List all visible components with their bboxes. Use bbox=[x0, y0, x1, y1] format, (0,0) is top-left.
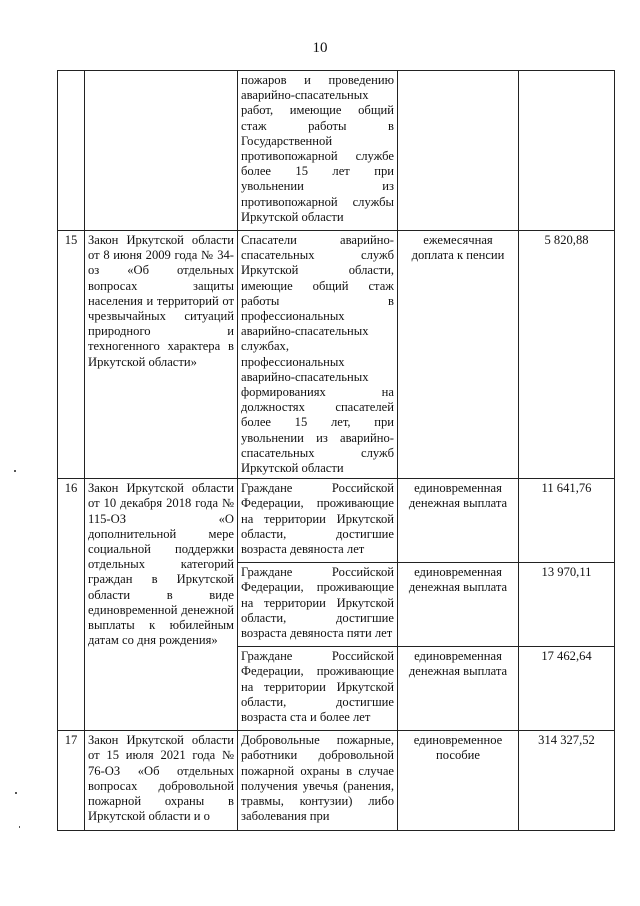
amount-cell bbox=[519, 71, 615, 231]
scan-speck bbox=[14, 470, 16, 472]
row-number: 15 bbox=[58, 231, 85, 479]
table-row bbox=[58, 479, 615, 563]
row-number: 17 bbox=[58, 731, 85, 831]
payment-type-cell: ежемесячная доплата к пенсии bbox=[398, 231, 519, 479]
row-number: 16 bbox=[58, 479, 85, 731]
amount-cell: 11 641,76 bbox=[519, 479, 615, 563]
law-cell: Закон Иркутской области от 8 июня 2009 года № 34-оз «Об отдельных вопросах защиты населения и территорий от чрезвычайных ситуаций природного и техногенного характера в Иркутской области» bbox=[85, 231, 238, 479]
table-row bbox=[58, 231, 615, 479]
payment-type-cell: единовременная денежная выплата bbox=[398, 563, 519, 647]
category-cell: Добровольные пожарные, работники добровольной пожарной охраны в случае получения увечья (ранения, травмы, контузии) либо заболевания при bbox=[238, 731, 398, 831]
payment-type-cell: единовременное пособие bbox=[398, 731, 519, 831]
amount-cell: 314 327,52 bbox=[519, 731, 615, 831]
scan-speck bbox=[15, 792, 17, 794]
payment-type-cell bbox=[398, 71, 519, 231]
amount-cell: 13 970,11 bbox=[519, 563, 615, 647]
row-number bbox=[58, 71, 85, 231]
scan-speck bbox=[19, 826, 20, 828]
payment-type-cell: единовременная денежная выплата bbox=[398, 479, 519, 563]
law-cell: Закон Иркутской области от 10 декабря 2018 года № 115-ОЗ «О дополнительной мере социальной поддержки отдельных категорий граждан в Иркутской области в виде единовременной денежной выплаты к юбилейным датам со дня рождения» bbox=[85, 479, 238, 731]
category-cell: Граждане Российской Федерации, проживающие на территории Иркутской области, достигшие возраста ста и более лет bbox=[238, 647, 398, 731]
category-cell: Граждане Российской Федерации, проживающие на территории Иркутской области, достигшие возраста девяноста лет bbox=[238, 479, 398, 563]
category-cell: Граждане Российской Федерации, проживающие на территории Иркутской области, достигшие возраста девяноста пяти лет bbox=[238, 563, 398, 647]
table-row bbox=[58, 731, 615, 831]
table-row bbox=[58, 71, 615, 231]
amount-cell: 17 462,64 bbox=[519, 647, 615, 731]
amount-cell: 5 820,88 bbox=[519, 231, 615, 479]
category-cell: пожаров и проведению аварийно-спасательных работ, имеющие общий стаж работы в Государственной противопожарной службе более 15 лет при увольнении из противопожарной службы Иркутской области bbox=[238, 71, 398, 231]
page-number: 10 bbox=[312, 40, 328, 56]
payment-type-cell: единовременная денежная выплата bbox=[398, 647, 519, 731]
law-cell bbox=[85, 71, 238, 231]
law-cell: Закон Иркутской области от 15 июля 2021 года № 76-ОЗ «Об отдельных вопросах добровольной пожарной охраны в Иркутской области и о bbox=[85, 731, 238, 831]
benefits-table bbox=[57, 70, 615, 831]
category-cell: Спасатели аварийно-спасательных служб Иркутской области, имеющие общий стаж работы в профессиональных аварийно-спасательных службах, профессиональных аварийно-спасательных формированиях на должностях спасателей более 15 лет, при увольнении из аварийно-спасательных служб Иркутской области bbox=[238, 231, 398, 479]
